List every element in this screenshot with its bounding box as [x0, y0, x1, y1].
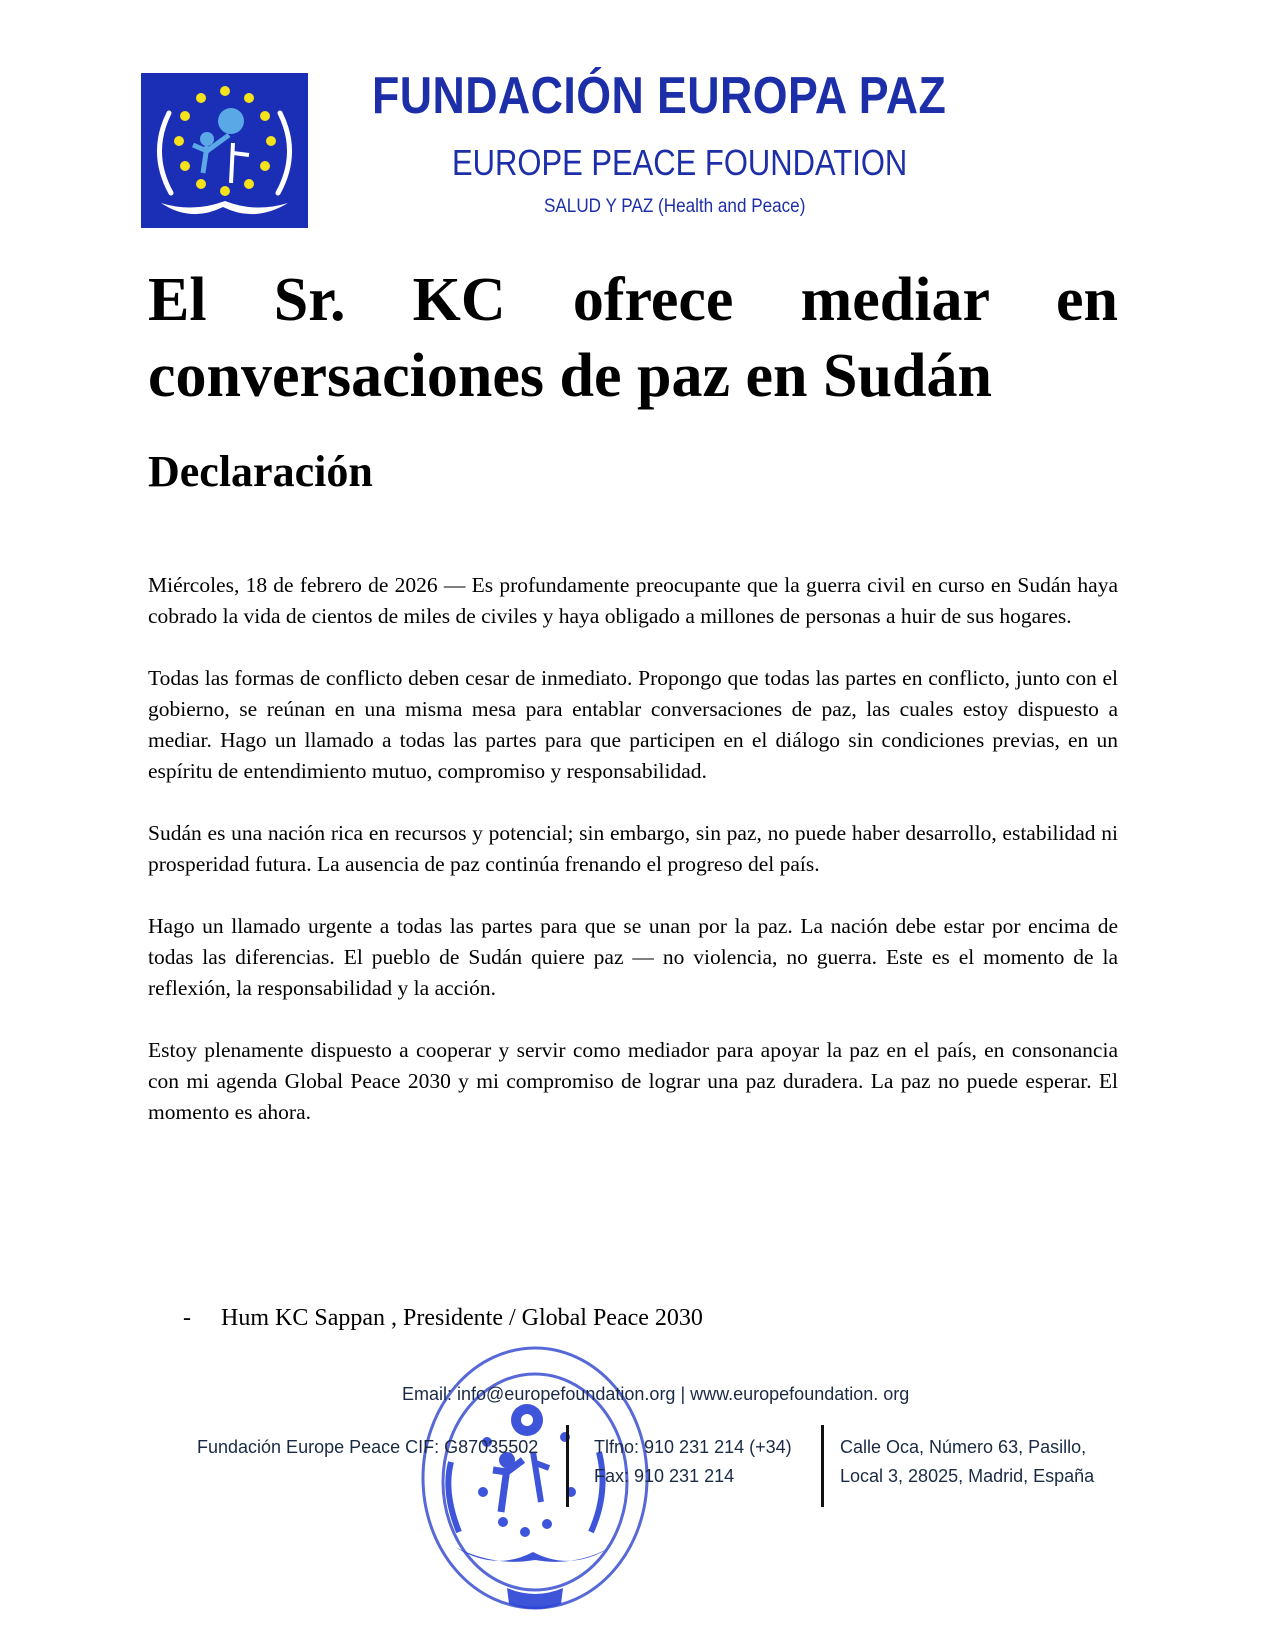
footer-org-cif: Fundación Europe Peace CIF: G87035502: [197, 1437, 539, 1457]
org-tagline: SALUD Y PAZ (Health and Peace): [544, 196, 806, 217]
org-name-es: FUNDACIÓN EUROPA PAZ: [372, 67, 947, 125]
org-name-en: EUROPE PEACE FOUNDATION: [452, 142, 908, 183]
statement-body: [148, 570, 1118, 1159]
paragraph: Sudán es una nación rica en recursos y potencial; sin embargo, sin paz, no puede haber desarrollo, estabilidad ni prosperidad futura. La ausencia de paz continúa frenando el progreso del país.: [148, 821, 1118, 876]
paragraph: Estoy plenamente dispuesto a cooperar y servir como mediador para apoyar la paz en el país, en consonancia con mi agenda Global Peace 2030 y mi compromiso de lograr una paz duradera. La paz no puede esperar. El momento es ahora.: [148, 1038, 1118, 1124]
signature: [183, 1305, 703, 1332]
page-title: [148, 262, 1118, 414]
footer-divider: [566, 1425, 569, 1507]
foundation-logo: [141, 73, 308, 228]
paragraph: Hago un llamado urgente a todas las partes para que se unan por la paz. La nación debe estar por encima de todas las diferencias. El pueblo de Sudán quiere paz — no violencia, no guerra. Este es el momento de la reflexión, la responsabilidad y la acción.: [148, 914, 1118, 1000]
title-line-2: conversaciones de paz en Sudán: [148, 342, 992, 410]
subtitle: Declaración: [148, 447, 373, 496]
footer-divider: [821, 1425, 824, 1507]
europe-peace-foundation-logo-icon: [141, 73, 308, 228]
footer-phone: Tlfno: 910 231 214 (+34): [594, 1437, 792, 1457]
signature-text: Hum KC Sappan , Presidente / Global Peace 2030: [221, 1305, 703, 1331]
paragraph: Todas las formas de conflicto deben cesar de inmediato. Propongo que todas las partes en conflicto, junto con el gobierno, se reúnan en una misma mesa para entablar conversaciones de paz, las cuales estoy dispuesto a mediar. Hago un llamado a todas las partes para que participen en el diálogo sin condiciones previas, en un espíritu de entendimiento mutuo, compromiso y responsabilidad.: [148, 666, 1118, 783]
footer-fax: Fax: 910 231 214: [594, 1466, 735, 1486]
footer-address-line-1: Calle Oca, Número 63, Pasillo,: [840, 1437, 1087, 1457]
footer-address-line-2: Local 3, 28025, Madrid, España: [840, 1466, 1095, 1486]
signature-bullet: -: [183, 1305, 191, 1331]
title-line-1: El Sr. KC ofrece mediar en: [148, 266, 1118, 334]
paragraph: Miércoles, 18 de febrero de 2026 — Es profundamente preocupante que la guerra civil en curso en Sudán haya cobrado la vida de cientos de miles de civiles y haya obligado a millones de personas a huir de sus hogares.: [148, 573, 1118, 628]
footer-email-website: Email: info@europefoundation.org | www.europefoundation. org: [402, 1384, 910, 1404]
